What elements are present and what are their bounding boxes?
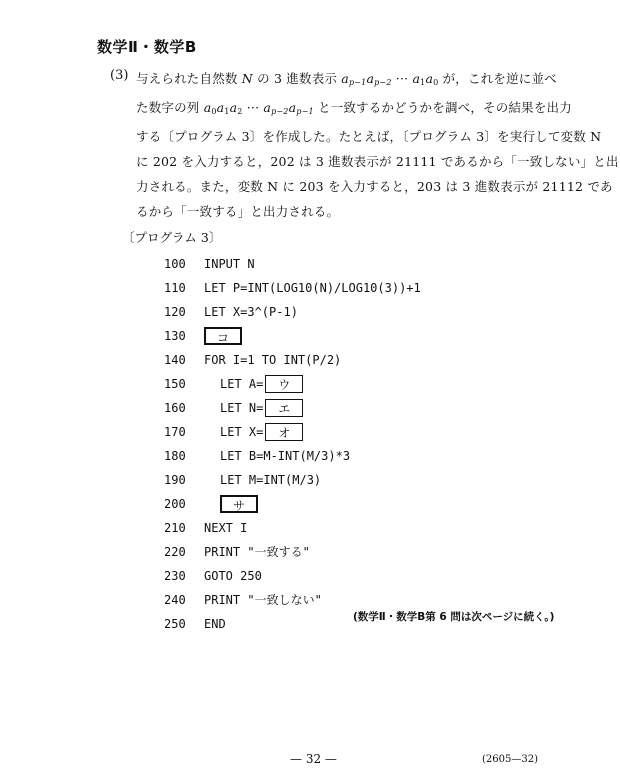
problem-statement [136, 66, 619, 224]
code-text: LET P=INT(LOG10(N)/LOG10(3))+1 [204, 281, 421, 295]
line-number: 230 [164, 569, 186, 583]
answer-blank-e: エ [265, 399, 303, 417]
code-text: LET N= [220, 401, 264, 415]
subscript: p−1 [348, 78, 367, 87]
subscript: p−2 [374, 78, 392, 87]
problem-line-2 [136, 95, 572, 124]
digit-a: a [203, 100, 212, 115]
subscript: p−2 [271, 107, 289, 116]
line-number: 250 [164, 617, 186, 631]
code-text: INPUT N [204, 257, 255, 271]
code-text: NEXT I [204, 521, 248, 535]
page-number: — 32 — [290, 752, 337, 766]
program-listing [164, 252, 421, 636]
line-number: 190 [164, 473, 186, 487]
subscript: 0 [211, 107, 217, 116]
line-number: 200 [164, 497, 186, 511]
program-line-160 [164, 396, 421, 420]
digit-a: a [412, 71, 421, 86]
line-number: 210 [164, 521, 186, 535]
digit-a: a [425, 71, 434, 86]
code-text: LET M=INT(M/3) [220, 473, 322, 487]
line-number: 240 [164, 593, 186, 607]
program-line-140 [164, 348, 421, 372]
program-line-100 [164, 252, 421, 276]
answer-blank-u: ウ [265, 375, 303, 393]
program-label: 〔プログラム 3〕 [122, 230, 222, 245]
answer-blank-o: オ [265, 423, 303, 441]
line-number: 110 [164, 281, 186, 295]
digit-a: a [366, 71, 375, 86]
digit-a: a [288, 100, 297, 115]
line-number: 120 [164, 305, 186, 319]
program-line-170 [164, 420, 421, 444]
program-line-220 [164, 540, 421, 564]
problem-line-3: する〔プログラム 3〕を作成した。たとえば，〔プログラム 3〕を実行して変数 N [136, 129, 602, 144]
code-text: PRINT "一致しない" [204, 593, 322, 607]
subscript: p−1 [296, 107, 314, 116]
line-number: 170 [164, 425, 186, 439]
problem-number: (3) [110, 68, 129, 83]
subscript: 2 [237, 107, 243, 116]
code-text: LET A= [220, 377, 264, 391]
program-line-130 [164, 324, 421, 348]
problem-line-6: るから「一致する」と出力される。 [136, 204, 340, 219]
code-text: LET X=3^(P-1) [204, 305, 298, 319]
digit-a: a [263, 100, 272, 115]
program-line-120 [164, 300, 421, 324]
subscript: 1 [420, 78, 426, 87]
text-span: が，これを逆に並べ [438, 71, 557, 86]
variable-n: N [241, 71, 253, 86]
code-text: LET B=M-INT(M/3)*3 [220, 449, 351, 463]
page-code: (2605—32) [482, 754, 538, 765]
line-number: 160 [164, 401, 186, 415]
program-line-200 [164, 492, 421, 516]
code-text: LET X= [220, 425, 264, 439]
line-number: 130 [164, 329, 186, 343]
problem-line-5: 力される。また，変数 N に 203 を入力すると，203 は 3 進数表示が 21112 であ [136, 179, 613, 194]
program-line-210 [164, 516, 421, 540]
text-span: の 3 進数表示 [252, 71, 342, 86]
program-line-230 [164, 564, 421, 588]
code-text: FOR I=1 TO INT(P/2) [204, 353, 342, 367]
code-text: END [204, 617, 226, 631]
digit-a: a [216, 100, 225, 115]
program-line-180 [164, 444, 421, 468]
answer-blank-ko: コ [204, 327, 242, 345]
problem-line-1 [136, 66, 557, 95]
text-span: と一致するかどうかを調べ，その結果を出力 [313, 100, 572, 115]
code-text: GOTO 250 [204, 569, 262, 583]
subscript: 1 [224, 107, 230, 116]
line-number: 140 [164, 353, 186, 367]
line-number: 180 [164, 449, 186, 463]
digit-a: a [229, 100, 238, 115]
program-line-150 [164, 372, 421, 396]
program-line-110 [164, 276, 421, 300]
digit-a: a [341, 71, 349, 86]
page-header-title: 数学Ⅱ・数学B [97, 38, 197, 56]
subscript: 0 [433, 78, 439, 87]
problem-line-4: に 202 を入力すると，202 は 3 進数表示が 21111 であるから「一致しない」と出 [136, 154, 619, 169]
ellipsis: ··· [242, 100, 264, 115]
answer-blank-sa: サ [220, 495, 258, 513]
line-number: 220 [164, 545, 186, 559]
text-span: 与えられた自然数 [136, 71, 242, 86]
program-line-190 [164, 468, 421, 492]
ellipsis: ··· [391, 71, 413, 86]
line-number: 150 [164, 377, 186, 391]
text-span: た数字の列 [136, 100, 204, 115]
line-number: 100 [164, 257, 186, 271]
continue-note: (数学Ⅱ・数学B第 6 問は次ページに続く。) [353, 611, 555, 623]
code-text: PRINT "一致する" [204, 545, 310, 559]
